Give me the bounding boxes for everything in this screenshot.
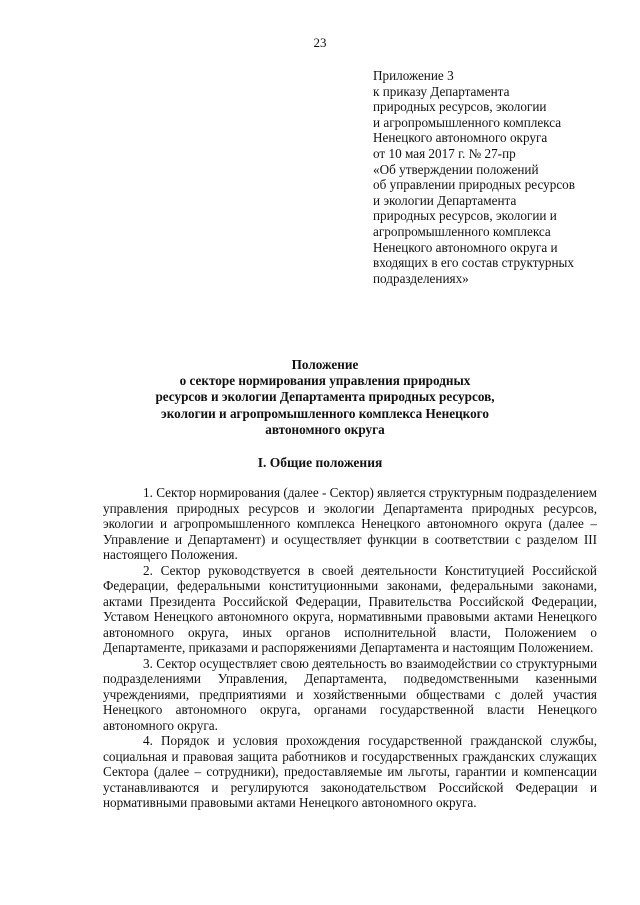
appendix-line: и экологии Департамента [373, 192, 517, 208]
title-line: экологии и агропромышленного комплекса Ненецкого [161, 405, 489, 421]
paragraph: 3. Сектор осуществляет свою деятельность во взаимодействии со структурными подразделениями Управления, Департамента, подведомственными казенными учреждениями, предприятиями и хозяйственными обществами с долей участия Ненецкого автономного округа, органами государственной власти Ненецкого автономного округа. [103, 655, 597, 733]
appendix-line: от 10 мая 2017 г. № 27-пр [373, 145, 516, 161]
paragraph: 4. Порядок и условия прохождения государственной гражданской службы, социальная и правовая защита работников и государственных гражданских служащих Сектора (далее – сотрудники), предоставляемые им льготы, гарантии и компенсации устанавливаются и регулируются законодательством Российской Федерации и нормативными правовыми актами Ненецкого автономного округа. [103, 733, 597, 810]
appendix-line: природных ресурсов, экологии [373, 99, 547, 115]
paragraph: 1. Сектор нормирования (далее - Сектор) является структурным подразделением управления природных ресурсов и экологии Департамента природных ресурсов, экологии и агропромышленного комплекса Ненецкого автономного округа (далее – Управление и Департамент) и осуществляет функции в соответствии с разделом III настоящего Положения. [103, 485, 598, 562]
title-line: ресурсов и экологии Департамента природных ресурсов, [155, 389, 495, 405]
appendix-line: и агропромышленного комплекса [373, 114, 562, 130]
appendix-line: «Об утверждении положений [373, 161, 539, 177]
paragraph: 2. Сектор руководствуется в своей деятельности Конституцией Российской Федерации, федеральными конституционными законами, федеральными законами, актами Президента Российской Федерации, Правительства Российской Федерации, Уставом Ненецкого автономного округа, нормативными правовыми актами Ненецкого автономного округа, иных органов исполнительной власти, Положением о Департаменте, приказами и распоряжениями Департамента и настоящим Положением. [103, 562, 597, 655]
appendix-block [373, 68, 613, 286]
appendix-line: входящих в его состав структурных [373, 255, 574, 271]
appendix-line: Ненецкого автономного округа [373, 130, 548, 146]
appendix-line: природных ресурсов, экологии и [373, 208, 557, 224]
appendix-line: к приказу Департамента [373, 83, 510, 99]
title-line: о секторе нормирования управления природных [179, 373, 471, 389]
appendix-line: Ненецкого автономного округа и [373, 239, 558, 255]
section-body [103, 485, 597, 811]
appendix-line: об управлении природных ресурсов [373, 177, 576, 193]
document-title [100, 357, 550, 438]
title-line: Положение [291, 357, 359, 372]
title-line: автономного округа [265, 421, 385, 437]
page-number: 23 [313, 35, 327, 50]
appendix-line: подразделениях» [373, 270, 469, 286]
appendix-line: Приложение 3 [373, 68, 454, 83]
appendix-line: агропромышленного комплекса [373, 223, 551, 239]
section-heading: I. Общие положения [257, 455, 383, 470]
